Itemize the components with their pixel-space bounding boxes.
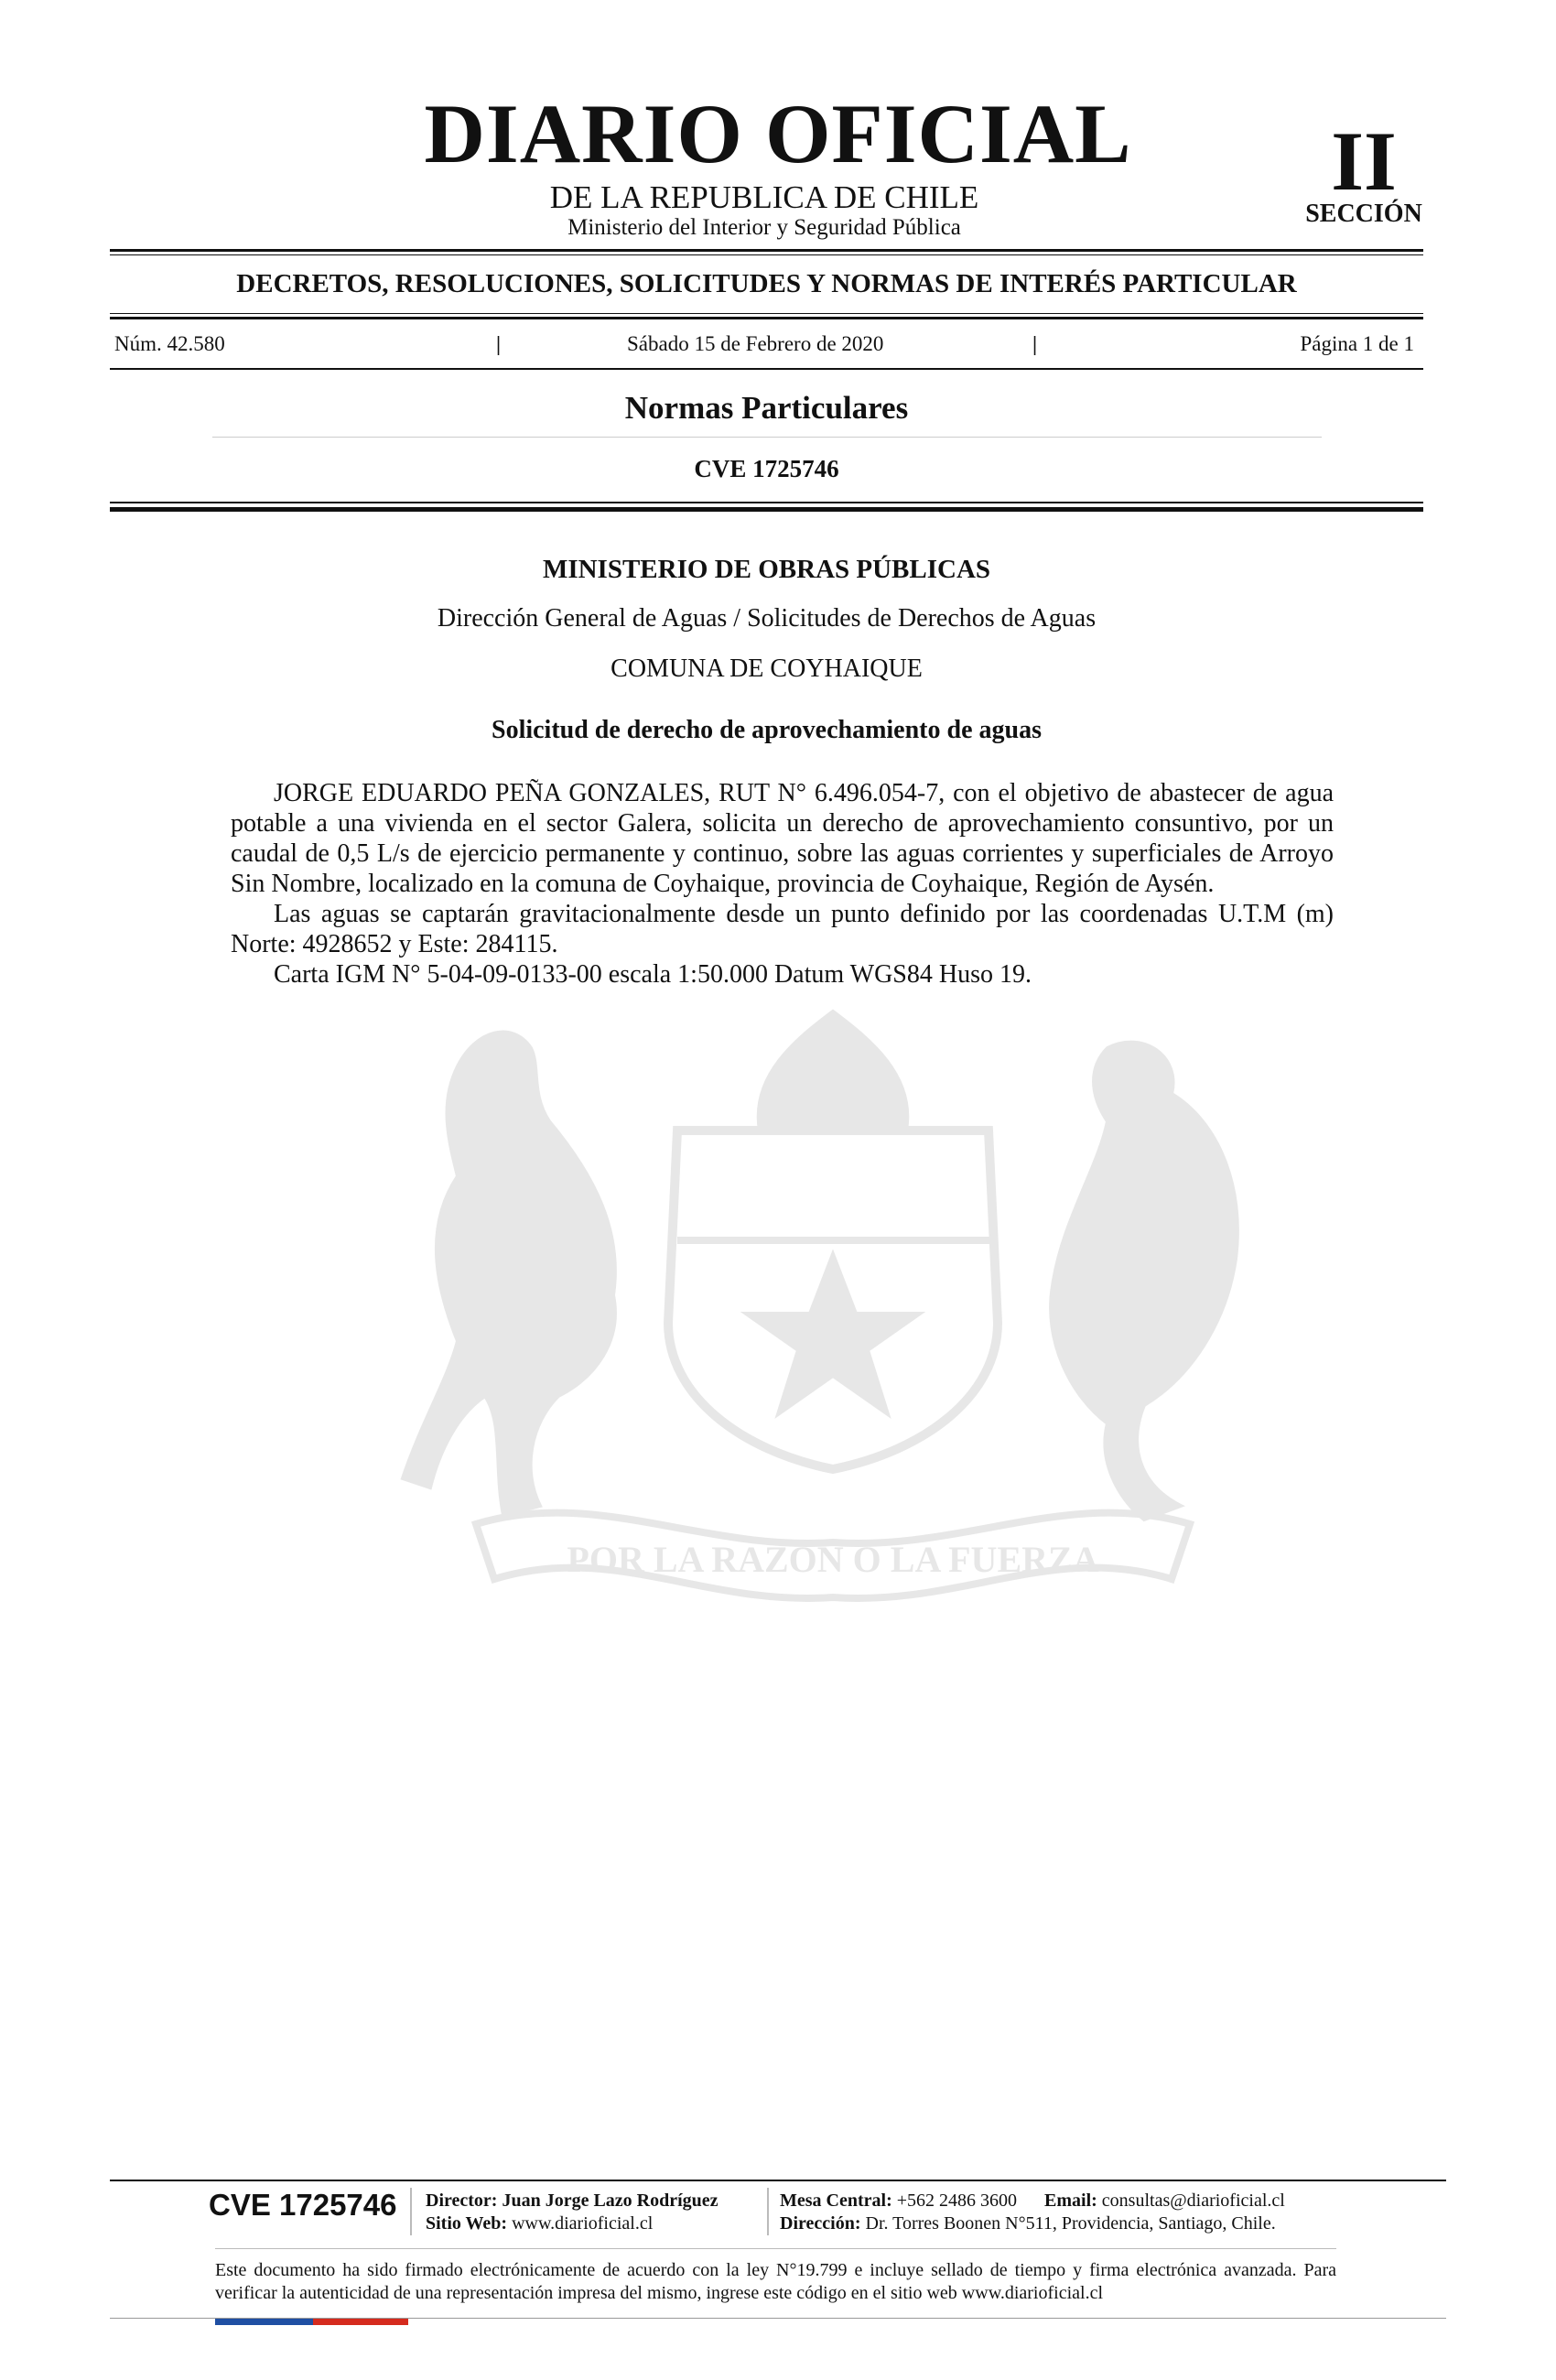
phone-label: Mesa Central: xyxy=(780,2191,892,2211)
masthead-subtitle: DE LA REPUBLICA DE CHILE xyxy=(549,179,979,215)
flag-stripe-red xyxy=(313,2319,408,2325)
header-rule-thin xyxy=(110,502,1423,503)
body-paragraph: Carta IGM N° 5-04-09-0133-00 escala 1:50.000 Datum WGS84 Huso 19. xyxy=(274,960,1032,989)
info-separator: | xyxy=(496,332,502,355)
website-label: Sitio Web: xyxy=(426,2213,508,2234)
footer-legal-note: Este documento ha sido firmado electrónicamente de acuerdo con la ley N°19.799 e incluye sellado de tiempo y firma electrónica avanzada. Para verificar la autenticidad de una representación impresa del mismo, ingrese este código en el sitio web www.diarioficial.cl xyxy=(215,2260,1336,2303)
address-value: Dr. Torres Boonen N°511, Providencia, Santiago, Chile. xyxy=(865,2213,1276,2234)
banner-rule-bottom xyxy=(110,317,1423,319)
website-value: www.diarioficial.cl xyxy=(512,2213,654,2234)
issue-number: Núm. 42.580 xyxy=(114,332,225,355)
footer-note-rule xyxy=(215,2248,1336,2249)
section-title: Normas Particulares xyxy=(624,390,909,426)
address-label: Dirección: xyxy=(780,2213,861,2234)
document-office: Dirección General de Aguas / Solicitudes de Derechos de Aguas xyxy=(437,604,1097,633)
banner-rule-top xyxy=(110,313,1423,314)
document-ministry: MINISTERIO DE OBRAS PÚBLICAS xyxy=(542,555,991,584)
email-label: Email: xyxy=(1044,2191,1097,2211)
director-name: Juan Jorge Lazo Rodríguez xyxy=(502,2191,719,2211)
director-label: Director: xyxy=(426,2191,498,2211)
masthead-ministry: Ministerio del Interior y Seguridad Pública xyxy=(567,215,961,240)
masthead-rule-thin xyxy=(110,254,1423,255)
publication-banner: DECRETOS, RESOLUCIONES, SOLICITUDES Y NORMAS DE INTERÉS PARTICULAR xyxy=(236,269,1297,298)
header-rule-thick xyxy=(110,507,1423,512)
body-paragraph: Las aguas se captarán gravitacionalmente desde un punto definido por las coordenadas U.T.M (m) Norte: 4928652 y Este: 284115. xyxy=(231,900,1334,958)
flag-stripe-blue xyxy=(215,2319,313,2325)
motto-text: POR LA RAZON O LA FUERZA xyxy=(567,1539,1099,1580)
masthead-title: DIARIO OFICIAL xyxy=(424,87,1132,180)
info-separator: | xyxy=(1032,332,1038,355)
page-count: Página 1 de 1 xyxy=(1300,332,1414,355)
document-body xyxy=(231,778,1334,990)
issue-date: Sábado 15 de Febrero de 2020 xyxy=(627,332,884,355)
email-value: consultas@diarioficial.cl xyxy=(1101,2191,1285,2211)
footer-cve-code: CVE 1725746 xyxy=(209,2188,397,2222)
info-rule xyxy=(110,368,1423,370)
coat-of-arms-watermark xyxy=(320,993,1345,1652)
section-roman-numeral: II xyxy=(1331,114,1397,208)
footer-address xyxy=(780,2212,1276,2235)
footer-divider xyxy=(767,2188,769,2235)
footer-director xyxy=(426,2190,719,2212)
section-title-underline xyxy=(212,437,1322,438)
footer-phone-email xyxy=(780,2190,1285,2212)
body-paragraph: JORGE EDUARDO PEÑA GONZALES, RUT N° 6.496.054-7, con el objetivo de abastecer de agua potable a una vivienda en el sector Galera, solicita un derecho de aprovechamiento consuntivo, por un caudal de 0,5 L/s de ejercicio permanente y continuo, sobre las aguas corrientes y superficiales de Arroyo Sin Nombre, localizado en la comuna de Coyhaique, provincia de Coyhaique, Región de Aysén. xyxy=(231,779,1334,898)
document-heading: Solicitud de derecho de aprovechamiento de aguas xyxy=(492,716,1042,744)
footer-divider xyxy=(410,2188,412,2235)
section-label: SECCIÓN xyxy=(1305,200,1422,228)
phone-value: +562 2486 3600 xyxy=(896,2191,1018,2211)
footer-rule xyxy=(110,2180,1446,2181)
cve-code: CVE 1725746 xyxy=(694,455,839,482)
masthead-rule-top xyxy=(110,249,1423,252)
document-commune: COMUNA DE COYHAIQUE xyxy=(611,654,923,683)
footer-website xyxy=(426,2212,653,2235)
